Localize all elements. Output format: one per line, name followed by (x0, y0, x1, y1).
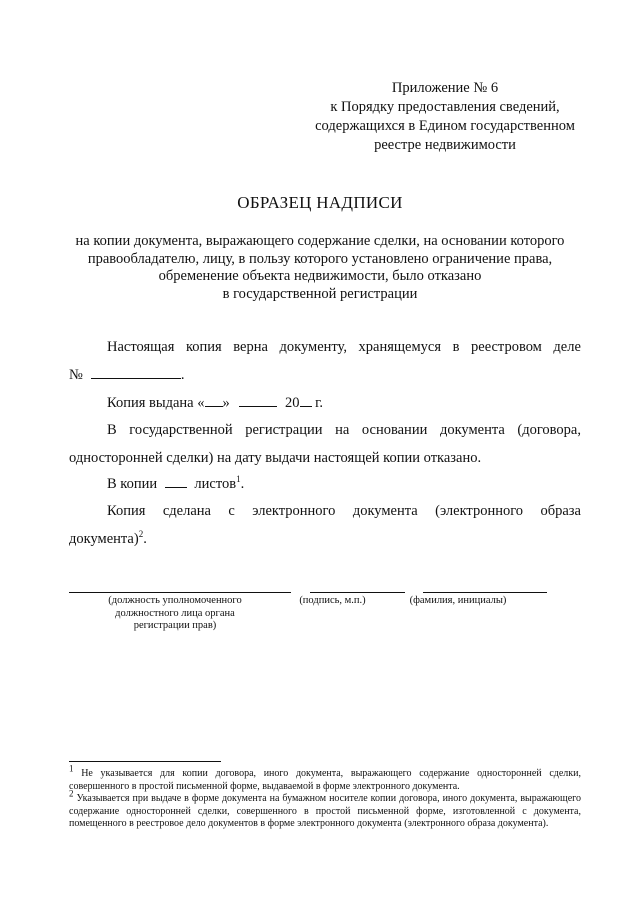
appendix-ref-line: реестре недвижимости (374, 137, 516, 153)
subtitle-line: обременение объекта недвижимости, было отказано (158, 268, 482, 284)
electronic-copy-end: документа) (69, 531, 139, 547)
word: на (335, 422, 350, 438)
word: регистрации (245, 422, 323, 438)
footnote-ref: 1 (236, 474, 241, 485)
page-subtitle (60, 233, 580, 303)
footnote-separator (69, 761, 221, 762)
subtitle-line: в государственной регистрации (222, 285, 418, 302)
word: документу, (279, 339, 347, 355)
day-blank (205, 392, 223, 407)
word: в (452, 339, 460, 355)
word: Настоящая (107, 339, 175, 355)
copy-valid-line (69, 333, 581, 361)
sign-caption: (подпись, м.п.) (299, 595, 366, 606)
word: деле (553, 339, 581, 355)
footnote-text: Не указывается для копии договора, иного документа, выражающего содержание односторонней сделки, совершенного в простой письменной форме, выдаваемой в форме электронного документа. (69, 768, 581, 792)
year-blank (300, 392, 312, 407)
subtitle-line: правообладателю, лицу, в пользу которого установлено ограничение права, (87, 250, 553, 267)
word: документа (352, 503, 418, 519)
year-prefix: 20 (285, 395, 300, 411)
registration-line-2: односторонней сделки) на дату выдачи настоящей копии отказано. (69, 450, 482, 466)
word: (договора, (517, 422, 581, 438)
sign-signature-line (310, 592, 405, 593)
period: . (180, 367, 185, 383)
footnote-mark: 2 (69, 788, 74, 799)
word: копия (185, 339, 222, 355)
word: государственной (129, 422, 233, 438)
quote-close: » (222, 395, 230, 411)
word: образа (540, 503, 581, 519)
word: электронного (252, 503, 336, 519)
subtitle-line: на копии документа, выражающего содержание сделки, на основании которого (75, 233, 565, 249)
word: В (107, 422, 117, 438)
copy-issued-line (69, 389, 581, 417)
electronic-copy-line (69, 497, 581, 525)
sheets-prefix: В копии (107, 476, 158, 492)
number-sign: № (69, 367, 83, 383)
footnote-1 (69, 763, 581, 793)
appendix-ref-line: к Порядку предоставления сведений, (330, 99, 560, 115)
position-caption: (должность уполномоченного должностного лица органа регистрации прав) (108, 595, 242, 631)
electronic-copy-line-2 (69, 525, 581, 553)
appendix-ref-line: содержащихся в Едином государственном (315, 118, 575, 134)
copy-issued-prefix: Копия выдана « (107, 395, 205, 411)
registration-refused-paragraph (69, 416, 581, 472)
sheets-count-line (69, 470, 581, 498)
copy-valid-paragraph (69, 333, 581, 389)
word: верна (233, 339, 268, 355)
word: с (228, 503, 235, 519)
name-caption: (фамилия, инициалы) (409, 595, 507, 606)
case-number-blank (91, 364, 181, 379)
appendix-header (300, 79, 590, 155)
word: Копия (107, 503, 146, 519)
case-number-line (69, 361, 581, 389)
word: основании (361, 422, 428, 438)
footnote-ref: 2 (138, 529, 144, 540)
position-signature-line (69, 592, 291, 593)
sheets-suffix: листов (194, 476, 237, 492)
name-signature-line (423, 592, 547, 593)
footnote-2 (69, 788, 582, 831)
registration-line (69, 416, 581, 444)
year-suffix: г. (315, 395, 324, 411)
month-blank (239, 392, 277, 407)
electronic-copy-paragraph (69, 497, 581, 553)
period: . (143, 531, 147, 547)
word: документа (439, 422, 505, 438)
footnotes (69, 763, 582, 831)
period: . (240, 476, 245, 492)
sheets-blank (165, 473, 187, 488)
word: хранящемуся (358, 339, 442, 355)
word: сделана (162, 503, 211, 519)
footnote-text: Указывается при выдаче в форме документа на бумажном носителе копии договора, иного документа, выражающего содержание односторонней сделки, совершенного в простой письменной форме, изготовленной с документа, помещенного в реестровое дело документов в форме электронного документа (электронного образа документа). (69, 793, 582, 830)
footnote-mark: 1 (69, 763, 74, 774)
word: реестровом (471, 339, 542, 355)
appendix-number: Приложение № 6 (391, 80, 499, 96)
page-title: ОБРАЗЕЦ НАДПИСИ (237, 193, 403, 212)
word: (электронного (435, 503, 524, 519)
